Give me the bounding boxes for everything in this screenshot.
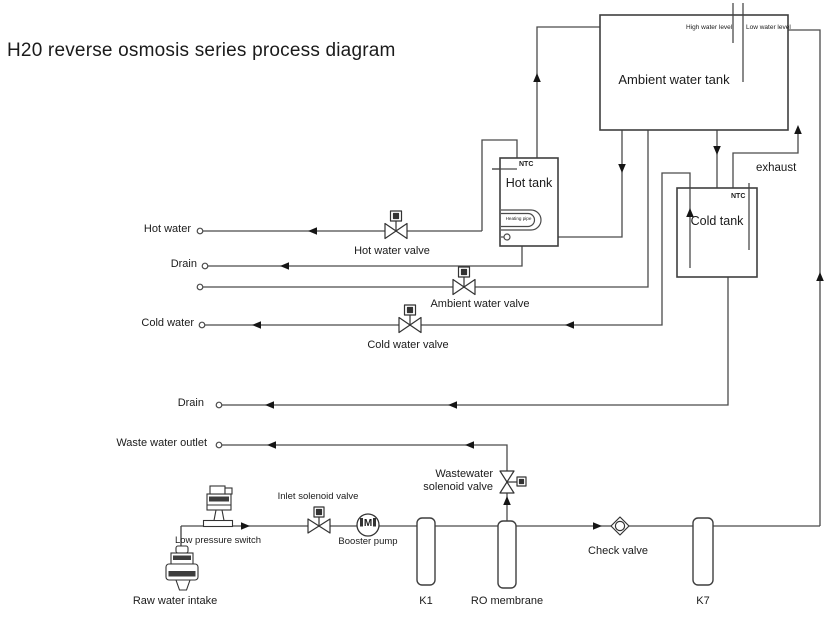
drain-lower-label: Drain [177, 397, 204, 409]
high-water-level-label: High water level [686, 24, 733, 31]
hot-tank-label: Hot tank [505, 176, 553, 190]
hot-water-outlet-label: Hot water [143, 223, 191, 235]
k7-filter [693, 518, 713, 585]
waste-water-outlet-label: Waste water outlet [116, 437, 207, 449]
k1-filter [417, 518, 435, 585]
hot-tank-ntc-label: NTC [519, 161, 534, 168]
k1-label: K1 [419, 595, 433, 607]
drain-upper-label: Drain [170, 258, 197, 270]
wastewater-valve-line1: Wastewater [435, 468, 493, 480]
check-valve-label: Check valve [588, 545, 648, 557]
ro-membrane-housing [498, 521, 516, 588]
booster-pump-label: Booster pump [338, 536, 398, 547]
cold-water-valve-label: Cold water valve [367, 339, 449, 351]
cold-tank-ntc-label: NTC [731, 193, 746, 200]
pipe-hot-water-line [200, 140, 517, 231]
cold-tank-label: Cold tank [690, 214, 744, 228]
cold-water-outlet-label: Cold water [141, 317, 194, 329]
pipe-ambient-water-line [200, 130, 648, 287]
pipe-hot-tank-to-ambient [537, 27, 600, 158]
hot-water-valve-label: Hot water valve [354, 245, 430, 257]
diagram-title: H20 reverse osmosis series process diagram [7, 40, 396, 61]
pipe-right-riser [788, 30, 820, 526]
wastewater-solenoid-valve-label [393, 468, 493, 494]
cold-tank [677, 188, 757, 277]
low-pressure-switch-label: Low pressure switch [174, 535, 262, 546]
ambient-tank-label: Ambient water tank [618, 72, 730, 87]
low-pressure-switch-icon [204, 486, 233, 527]
check-valve-icon [611, 517, 629, 535]
pipe-drain-lower [219, 277, 728, 405]
pipe-exhaust [733, 131, 798, 188]
heating-pipe-label: Heating pipe [505, 215, 532, 221]
pipe-ambient-to-hot-tank [558, 130, 622, 237]
ro-membrane-label: RO membrane [470, 595, 544, 607]
low-water-level-label: Low water level [746, 24, 791, 31]
inlet-solenoid-valve-label: Inlet solenoid valve [277, 491, 359, 502]
wastewater-valve-line2: solenoid valve [423, 481, 493, 493]
cold-water-valve-icon [399, 305, 421, 333]
ambient-water-valve-label: Ambient water valve [430, 298, 530, 310]
exhaust-label: exhaust [756, 162, 797, 174]
hot-water-valve-icon [385, 211, 407, 239]
k7-label: K7 [696, 595, 710, 607]
hot-tank [500, 158, 558, 246]
raw-water-intake-label: Raw water intake [132, 595, 218, 607]
booster-pump-motor-letter: M [363, 518, 373, 529]
outlet-ports [197, 228, 222, 448]
ambient-water-valve-icon [453, 267, 475, 295]
wastewater-solenoid-valve-icon [500, 471, 526, 493]
inlet-solenoid-valve-icon [308, 507, 330, 533]
